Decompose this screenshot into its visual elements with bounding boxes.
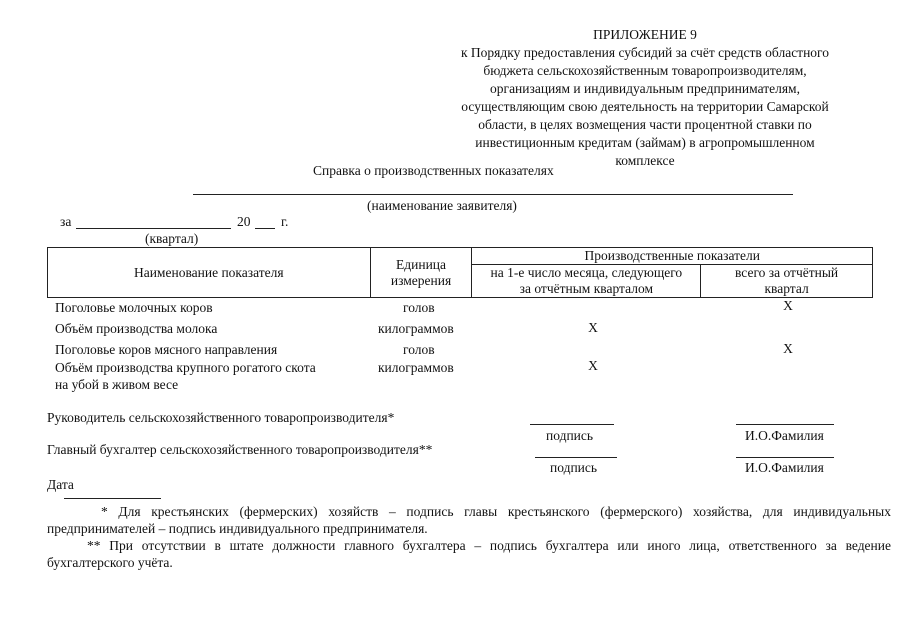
accountant-name-field[interactable]: [736, 457, 834, 458]
row-unit: килограммов: [378, 360, 454, 375]
footnote-1: * Для крестьянских (фермерских) хозяйств – подпись главы крестьянского (фермерского) хозяйства, для индивидуальных предпринимателей – подпись индивидуального предпринимателя.: [47, 504, 891, 536]
row-name: Объём производства молока: [55, 321, 218, 336]
appendix-line: инвестиционным кредитам (займам) в агропромышленном: [475, 135, 815, 150]
row-unit: килограммов: [378, 321, 454, 336]
head-signature-field[interactable]: [530, 424, 614, 425]
col-header-first-month: [472, 265, 701, 298]
accountant-signature-field[interactable]: [535, 457, 617, 458]
form-title: Справка о производственных показателях: [313, 163, 554, 178]
row-unit: голов: [403, 342, 435, 357]
col-header-line: на 1-е число месяца, следующего: [490, 265, 683, 280]
col-header-name: Наименование показателя: [48, 248, 371, 298]
signature-caption: подпись: [546, 428, 594, 443]
col-header-line: всего за отчётный: [735, 265, 839, 280]
appendix-line: области, в целях возмещения части процентной ставки по: [478, 117, 812, 132]
appendix-line: бюджета сельскохозяйственным товаропроизводителям,: [483, 63, 807, 78]
appendix-header: [430, 26, 860, 170]
appendix-line: организациям и индивидуальным предпринимателям,: [490, 81, 800, 96]
period-suffix: г.: [281, 214, 289, 229]
head-signature-label: Руководитель сельскохозяйственного товаропроизводителя*: [47, 410, 395, 425]
row-total-value: Х: [783, 298, 793, 313]
footnote-2: ** При отсутствии в штате должности главного бухгалтера – подпись бухгалтера или иного лица, ответственного за ведение бухгалтерского учёта.: [47, 538, 891, 570]
period-prefix: за: [60, 214, 72, 229]
appendix-line: комплексе: [615, 153, 675, 168]
row-name: Объём производства крупного рогатого скота: [55, 360, 316, 375]
col-header-unit-line: Единица: [396, 256, 447, 272]
row-first-value: Х: [588, 358, 598, 373]
signature-caption: подпись: [550, 460, 598, 475]
period-year: 20: [237, 214, 251, 229]
appendix-line: осуществляющим свою деятельность на территории Самарской: [461, 99, 829, 114]
name-caption: И.О.Фамилия: [745, 460, 824, 475]
row-name: Поголовье молочных коров: [55, 300, 213, 315]
date-field[interactable]: [64, 498, 161, 499]
date-label: Дата: [47, 477, 74, 492]
row-unit: голов: [403, 300, 435, 315]
row-total-value: Х: [783, 341, 793, 356]
head-name-field[interactable]: [736, 424, 834, 425]
row-name: Поголовье коров мясного направления: [55, 342, 278, 357]
col-group-header: Производственные показатели: [472, 248, 873, 265]
quarter-field[interactable]: [76, 228, 231, 229]
period-caption: (квартал): [145, 231, 199, 246]
row-name-continued: на убой в живом весе: [55, 377, 179, 392]
col-header-line: за отчётным кварталом: [519, 281, 653, 296]
name-caption: И.О.Фамилия: [745, 428, 824, 443]
col-header-unit: [370, 248, 472, 298]
appendix-line: к Порядку предоставления субсидий за счёт средств областного: [460, 45, 830, 60]
row-first-value: Х: [588, 320, 598, 335]
year-field[interactable]: [255, 228, 275, 229]
indicators-table: [47, 247, 873, 298]
applicant-caption: (наименование заявителя): [367, 198, 517, 213]
col-header-total: [701, 265, 873, 298]
applicant-name-field[interactable]: [193, 194, 793, 195]
col-header-line: квартал: [764, 281, 809, 296]
accountant-signature-label: Главный бухгалтер сельскохозяйственного товаропроизводителя**: [47, 442, 433, 457]
appendix-title: ПРИЛОЖЕНИЕ 9: [593, 27, 697, 42]
col-header-unit-line: измерения: [390, 272, 452, 288]
